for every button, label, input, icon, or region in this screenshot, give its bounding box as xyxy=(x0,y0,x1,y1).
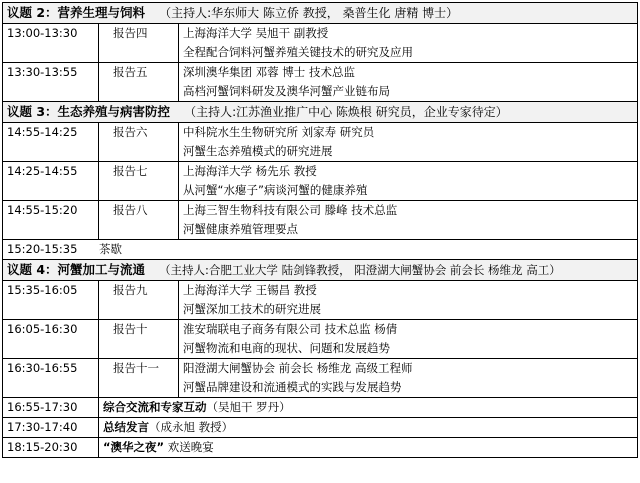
section-host: （主持人:华东师大 陈立侨 教授， 桑普生化 唐精 博士） xyxy=(159,6,459,20)
session-time: 14:55-15:20 xyxy=(3,201,99,240)
speaker-line: 中科院水生生物研究所 刘家寿 研究员 xyxy=(183,125,375,139)
report-label: 报告八 xyxy=(99,201,179,240)
table-row xyxy=(3,320,638,359)
session-time: 16:05-16:30 xyxy=(3,320,99,359)
section-title: 议题 2：营养生理与饲料 xyxy=(7,5,146,20)
table-row xyxy=(3,201,638,240)
closing-row xyxy=(3,398,638,418)
topic-line: 河蟹深加工技术的研究进展 xyxy=(183,302,321,316)
report-detail xyxy=(179,123,638,162)
section-title: 议题 3：生态养殖与病害防控 xyxy=(7,104,171,119)
report-label: 报告九 xyxy=(99,281,179,320)
closing-title: “澳华之夜” xyxy=(103,440,165,454)
closing-title: 综合交流和专家互动 xyxy=(103,400,207,414)
session-time: 13:00-13:30 xyxy=(3,24,99,63)
section-host: （主持人:合肥工业大学 陆剑锋教授， 阳澄湖大闸蟹协会 前会长 杨维龙 高工） xyxy=(159,263,561,277)
session-time: 18:15-20:30 xyxy=(3,438,99,458)
report-label: 报告七 xyxy=(99,162,179,201)
speaker-line: 上海三智生物科技有限公司 滕峰 技术总监 xyxy=(183,203,398,217)
break-label: 茶歇 xyxy=(99,242,122,256)
closing-note: （成永旭 教授） xyxy=(149,420,234,434)
report-label: 报告十 xyxy=(99,320,179,359)
topic-line: 全程配合饲料河蟹养殖关键技术的研究及应用 xyxy=(183,45,413,59)
table-row xyxy=(3,24,638,63)
session-time: 17:30-17:40 xyxy=(3,418,99,438)
speaker-line: 上海海洋大学 吴旭干 副教授 xyxy=(183,26,329,40)
closing-row xyxy=(3,438,638,458)
topic-line: 河蟹健康养殖管理要点 xyxy=(183,222,298,236)
session-time: 14:25-14:55 xyxy=(3,162,99,201)
speaker-line: 淮安瑞联电子商务有限公司 技术总监 杨倩 xyxy=(183,322,398,336)
report-label: 报告五 xyxy=(99,63,179,102)
table-row xyxy=(3,162,638,201)
report-detail xyxy=(179,320,638,359)
topic-line: 从河蟹“水瘪子”病谈河蟹的健康养殖 xyxy=(183,183,368,197)
topic-line: 河蟹品牌建设和流通模式的实践与发展趋势 xyxy=(183,380,402,394)
topic-line: 高档河蟹饲料研发及澳华河蟹产业链布局 xyxy=(183,84,390,98)
session-time: 14:55-14:25 xyxy=(3,123,99,162)
session-time: 15:35-16:05 xyxy=(3,281,99,320)
break-row xyxy=(3,240,638,260)
report-detail xyxy=(179,201,638,240)
agenda-table xyxy=(2,2,638,458)
report-detail xyxy=(179,359,638,398)
speaker-line: 深圳澳华集团 邓蓉 博士 技术总监 xyxy=(183,65,355,79)
section-header xyxy=(3,3,638,24)
topic-line: 河蟹生态养殖模式的研究进展 xyxy=(183,144,333,158)
report-detail xyxy=(179,63,638,102)
session-time: 16:55-17:30 xyxy=(3,398,99,418)
section-host: （主持人:江苏渔业推广中心 陈焕根 研究员，企业专家待定） xyxy=(184,105,508,119)
table-row xyxy=(3,123,638,162)
session-time: 16:30-16:55 xyxy=(3,359,99,398)
table-row xyxy=(3,359,638,398)
table-row xyxy=(3,281,638,320)
section-header xyxy=(3,260,638,281)
closing-note: 欢送晚宴 xyxy=(164,440,214,454)
section-header xyxy=(3,102,638,123)
report-detail xyxy=(179,162,638,201)
closing-note: （吴旭干 罗丹） xyxy=(206,400,291,414)
report-label: 报告四 xyxy=(99,24,179,63)
report-detail xyxy=(179,281,638,320)
session-time: 13:30-13:55 xyxy=(3,63,99,102)
table-row xyxy=(3,63,638,102)
speaker-line: 阳澄湖大闸蟹协会 前会长 杨维龙 高级工程师 xyxy=(183,361,413,375)
speaker-line: 上海海洋大学 王锡昌 教授 xyxy=(183,283,317,297)
break-time: 15:20-15:35 xyxy=(7,242,78,256)
closing-title: 总结发言 xyxy=(103,420,149,434)
closing-row xyxy=(3,418,638,438)
speaker-line: 上海海洋大学 杨先乐 教授 xyxy=(183,164,317,178)
section-title: 议题 4：河蟹加工与流通 xyxy=(7,262,146,277)
report-detail xyxy=(179,24,638,63)
report-label: 报告六 xyxy=(99,123,179,162)
report-label: 报告十一 xyxy=(99,359,179,398)
topic-line: 河蟹物流和电商的现状、问题和发展趋势 xyxy=(183,341,390,355)
